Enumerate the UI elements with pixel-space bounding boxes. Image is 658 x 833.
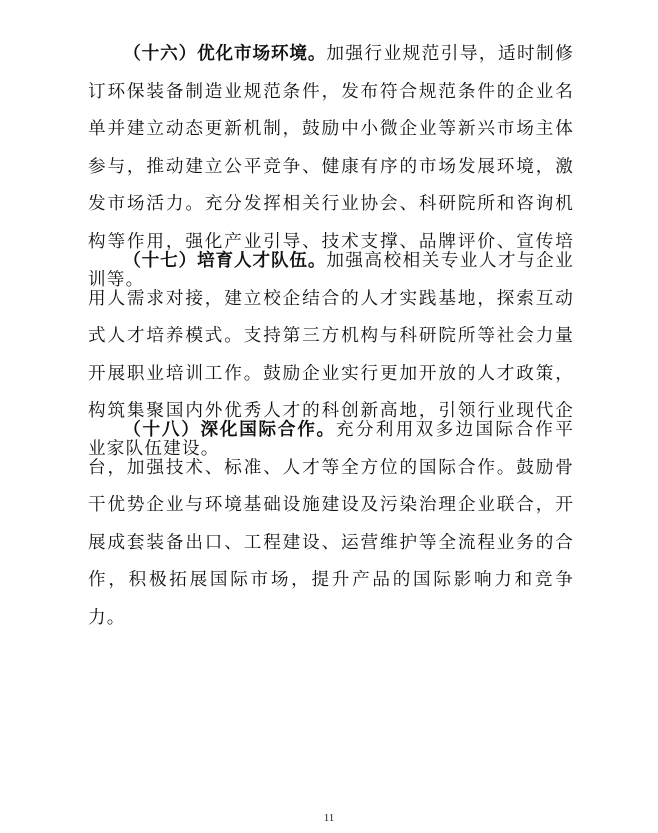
section-body: 充分利用双多边国际合作平台，加强技术、标准、人才等全方位的国际合作。鼓励骨干优势企业与环境基础设施建设及污染治理企业联合，开展成套装备出口、工程建设、运营维护等全流程业务的合作，积极拓展国际市场，提升产品的国际影响力和竞争力。 — [88, 420, 574, 628]
section-heading: （十八）深化国际合作。 — [123, 420, 336, 440]
section-international-cooperation — [88, 412, 574, 638]
page-number: 11 — [323, 812, 335, 824]
section-body: 加强高校相关专业人才与企业用人需求对接，建立校企结合的人才实践基地，探索互动式人才培养模式。支持第三方机构与科研院所等社会力量开展职业培训工作。鼓励企业实行更加开放的人才政策，构筑集聚国内外优秀人才的科创新高地，引领行业现代企业家队伍建设。 — [88, 251, 574, 459]
section-heading: （十七）培育人才队伍。 — [123, 251, 327, 271]
section-body: 加强行业规范引导，适时制修订环保装备制造业规范条件，发布符合规范条件的企业名单并建立动态更新机制，鼓励中小微企业等新兴市场主体参与，推动建立公平竞争、健康有序的市场发展环境，激发市场活力。充分发挥相关行业协会、科研院所和咨询机构等作用，强化产业引导、技术支撑、品牌评价、宣传培训等。 — [88, 44, 574, 290]
section-heading: （十六）优化市场环境。 — [123, 44, 327, 64]
